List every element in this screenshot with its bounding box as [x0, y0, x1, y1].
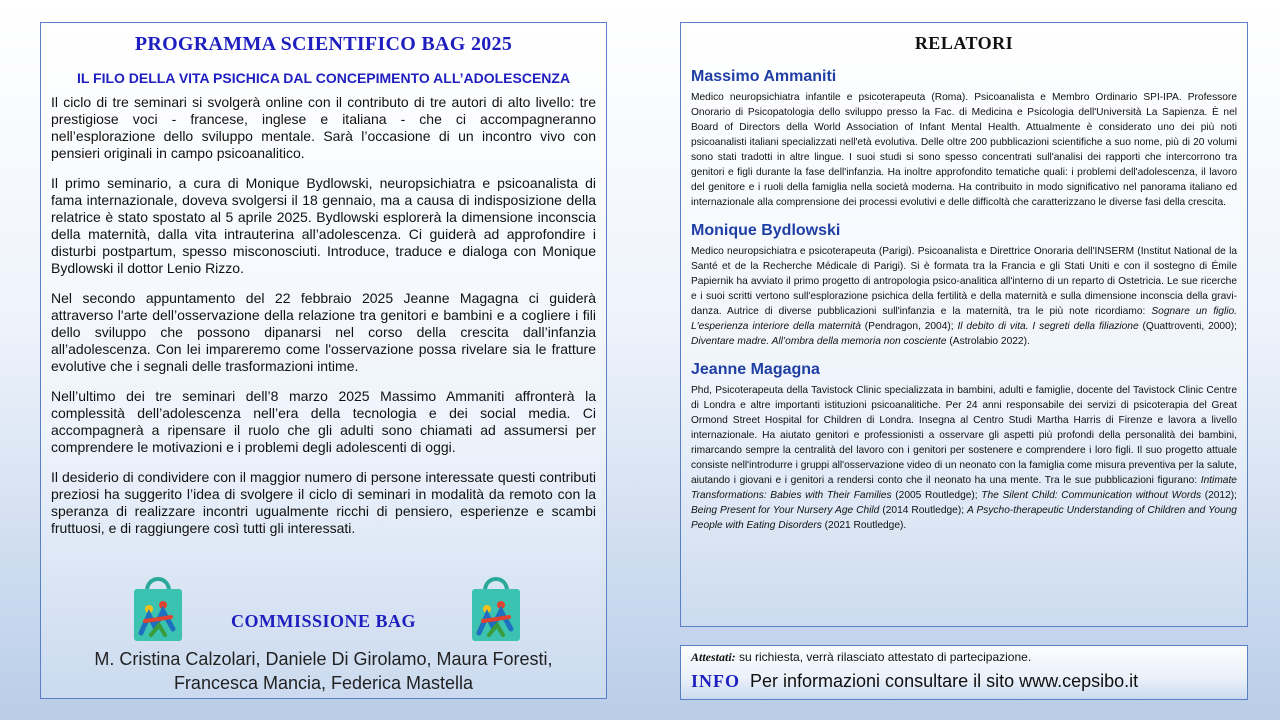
bio-text: Medico neuropsichiatra e psicoterapeuta (Parigi). Psicoanalista e Direttrice Onoraria dell'INSERM (Institut National de la Santé et de la Recherche Médicale di Parigi). Si è formata tra la Francia e gli Stati Uniti e con il sostegno di Émile Papiernik ha avviato il primo progetto di antropologia psico-analitica all'interno di un reparto di Ostetricia. Le sue ricerche e i suoi scritti vertono sull'esplorazione psichica della fertilità e della maternità e sulla dimensione inconscia della gravi-danza. Autrice di diverse pubblicazioni sull'infanzia e la maternità, tra le più note ricordiamo: [691, 246, 1237, 317]
publication-title: Sognare un figlio. L'esperienza interiore della maternità [691, 306, 1238, 332]
program-subtitle: IL FILO DELLA VITA PSICHICA DAL CONCEPIMENTO ALL’ADOLESCENZA [76, 70, 571, 86]
commission-section [41, 571, 606, 651]
program-title: PROGRAMMA SCIENTIFICO BAG 2025 [134, 33, 513, 55]
commission-title: COMMISSIONE BAG [230, 611, 417, 631]
attestation-label: Attestati: [691, 650, 736, 664]
program-paragraph: Il desiderio di condividere con il maggior numero di persone interessate questi contributi preziosi ha suggerito l’idea di svolgere il ciclo di seminari in modalità da remoto con la speranza di realizzare incontri ugualmente ricchi di pensiero, esperienze e scambi fruttuosi, e di raggiungere così tutti gli interessati. [51, 469, 596, 536]
info-label: INFO [691, 671, 740, 691]
program-paragraph: Nel secondo appuntamento del 22 febbraio 2025 Jeanne Magagna ci guiderà attraverso l'arte dell’osservazione della relazione tra genitori e bambini e a cogliere i fili dello sviluppo che possono dipanarsi nel corso della crescita dall’infanzia all’adolescenza. Con lei impareremo come l'osservazione possa rivelare sia le fratture evolutive che i segnali delle trasformazioni intime. [51, 290, 596, 374]
info-text: Per informazioni consultare il sito www.cepsibo.it [750, 671, 1139, 691]
publication-info: (2012); [1204, 490, 1237, 501]
publication-title: A Psycho-therapeutic Understanding of Children and Young People with Eating Disorders [691, 505, 1237, 531]
publication-title: Diventare madre. All’ombra della memoria non cosciente [691, 336, 947, 347]
bio-text: Phd, Psicoterapeuta della Tavistock Clinic specializzata in bambini, adulti e famiglie, docente del Tavistock Clinic Centre di Londra e altre importanti istituzioni psicoanalitiche. Per 24 anni responsabile dei servizi di psicoterapia del Great Ormond Street Hospital for Children di Londra. Insegna al Centro Studi Martha Harris di Firenze e lavora a livello internazionale. Ha aiutato genitori e professionisti a osservare gli aspetti più profondi della personalità dei bambini, rimarcando sempre la centralità del lavoro con i genitori per sostenere e comprendere i loro figli. Il suo progetto attuale consiste nell'introdurre i gruppi all'osservazione video di un neonato con la famiglia come misura preventiva per la salute, aiutando i giovani e i genitori a rendersi conto che il neonato ha una mente. Tra le sue pubblicazioni figurano: [691, 385, 1237, 486]
publication-title: The Silent Child: Communication without Words [981, 490, 1202, 501]
info-panel [680, 645, 1248, 700]
attestation-note [691, 650, 1237, 665]
speaker-name: Massimo Ammaniti [691, 68, 837, 85]
publication-info: (2005 Routledge); [895, 490, 978, 501]
attestation-text: su richiesta, verrà rilasciato attestato di partecipazione. [735, 650, 1032, 664]
publication-title: Intimate Transformations: Babies with Their Families [691, 475, 1237, 501]
shopping-bag-logo-icon [467, 571, 525, 643]
publication-info: (Astrolabio 2022). [949, 336, 1030, 347]
publication-info: (2021 Routledge). [824, 520, 907, 531]
publication-title: Il debito di vita. I segreti della filiazione [957, 321, 1139, 332]
speaker-name: Jeanne Magagna [691, 361, 820, 378]
shopping-bag-logo-icon [129, 571, 187, 643]
publication-info: (2014 Routledge); [882, 505, 965, 516]
info-line [691, 671, 1237, 692]
speakers-panel [680, 22, 1248, 627]
members-line: Francesca Mancia, Federica Mastella [173, 673, 474, 693]
members-line: M. Cristina Calzolari, Daniele Di Girolamo, Maura Foresti, [94, 649, 553, 669]
program-paragraph: Il ciclo di tre seminari si svolgerà online con il contributo di tre autori di alto livello: tre prestigiose voci - francese, inglese e italiana - che ci accompagneranno nell’esplorazione dello sviluppo mentale. Sarà l’occasione di un incontro vivo con pensieri originali in campo psicoanalitico. [51, 94, 596, 161]
speakers-title: RELATORI [914, 33, 1014, 53]
program-paragraph: Il primo seminario, a cura di Monique Bydlowski, neuropsichiatra e psicoanalista di fama internazionale, doveva svolgersi il 18 gennaio, ma a causa di indisposizione della relatrice è stato spostato al 5 aprile 2025. Bydlowski esplorerà la dimensione inconscia della maternità, dalla vita intrauterina all’adolescenza. Ci guiderà ad approfondire i disturbi postpartum, spesso misconosciuti. Introduce, traduce e dialoga con Monique Bydlowski il dottor Lenio Rizzo. [51, 175, 596, 276]
speaker-name: Monique Bydlowski [691, 222, 841, 239]
publication-info: (Quattroventi, 2000); [1142, 321, 1237, 332]
speaker-bio [691, 244, 1237, 349]
program-panel [40, 22, 607, 699]
publication-title: Being Present for Your Nursery Age Child [691, 505, 880, 516]
speaker-bio: Medico neuropsichiatra infantile e psicoterapeuta (Roma). Psicoanalista e Membro Ordinario SPI-IPA. Professore Onorario di Psicopatologia dello sviluppo presso la Fac. di Medicina e Psicologia dell'Università La Sapienza. È nel Board of Directors della World Association of Infant Mental Health. Attualmente è considerato uno dei più noti psicoanalisti italiani specializzati nell'età evolutiva. Delle oltre 200 pubblicazioni scientifiche a suo nome, più di 20 volumi sono stati tradotti in altre lingue. I suoi studi si sono spesso concentrati sull'analisi dei rapporti che intercorrono tra genitori e figli durante la fase dell'infanzia. Ha inoltre approfondito tematiche quali: i problemi dell'adolescenza, il lavoro del genitore e i ruoli della famiglia nella società moderna. Ha contribuito in modo significativo nel panorama italiano ed internazionale alla comprensione dei processi evolutivi e delle difficoltà che caratterizzano le diverse fasi della crescita. [691, 92, 1237, 208]
program-paragraph: Nell’ultimo dei tre seminari dell’8 marzo 2025 Massimo Ammaniti affronterà la complessità dell’adolescenza nell’era della tecnologia e dei social media. Ci accompagnerà a ripensare il ruolo che gli adulti sono chiamati ad assumersi per comprendere le motivazioni e i problemi degli adolescenti di oggi. [51, 388, 596, 455]
publication-info: (Pendragon, 2004); [864, 321, 954, 332]
commission-members [41, 647, 606, 695]
speaker-bio [691, 383, 1237, 533]
